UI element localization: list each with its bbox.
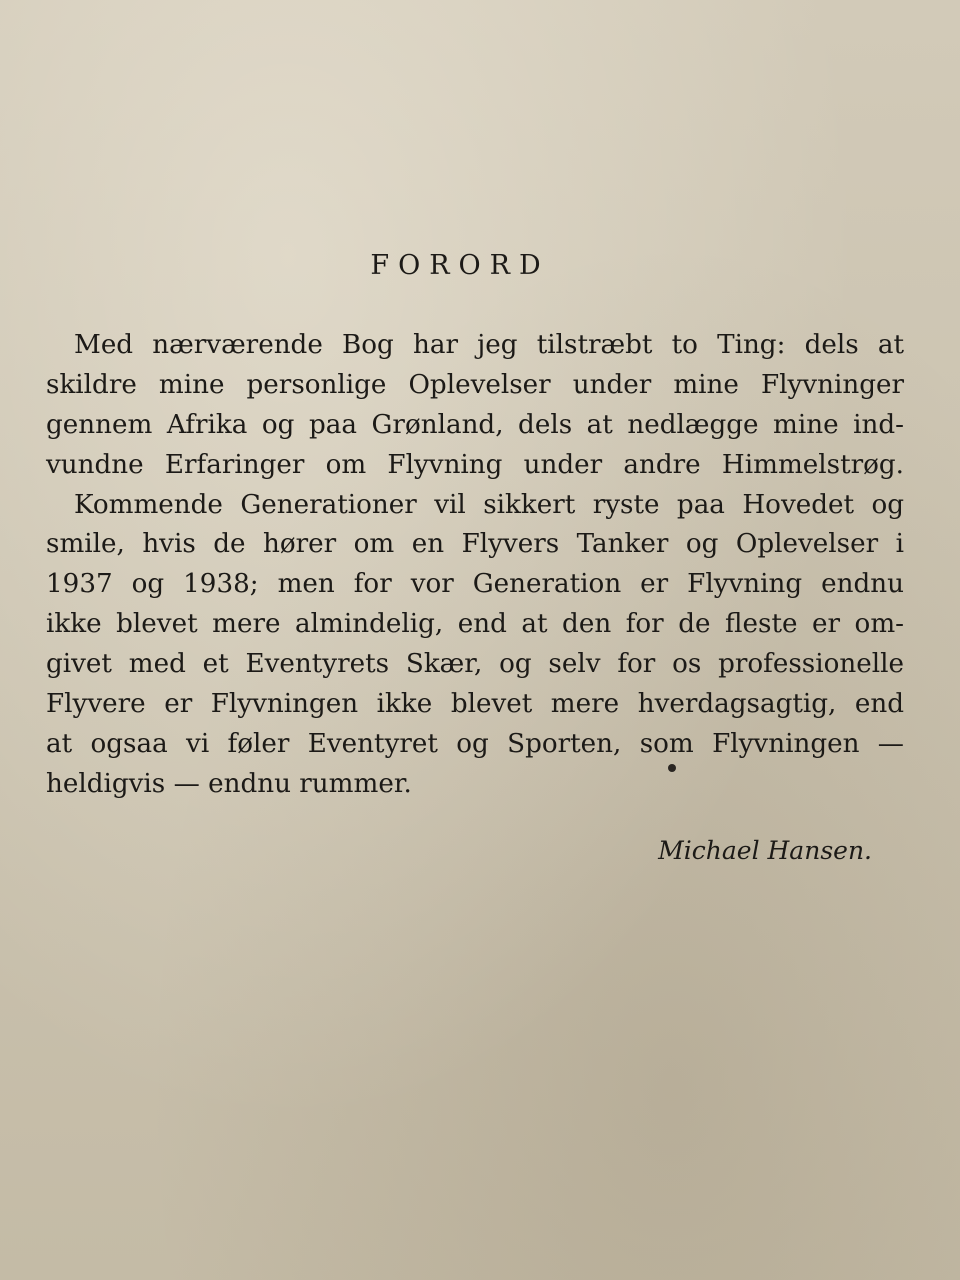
foreword-text xyxy=(46,326,904,805)
text-line: Kommende Generationer vil sikkert ryste paa Hovedet og xyxy=(74,489,904,520)
page-title: FORORD xyxy=(370,250,550,281)
text-line: at ogsaa vi føler Eventyret og Sporten, som Flyvningen — xyxy=(46,728,904,759)
author-signature: Michael Hansen. xyxy=(658,836,872,865)
text-line: heldigvis — endnu rummer. xyxy=(46,768,412,799)
text-line: givet med et Eventyrets Skær, og selv for os professionelle xyxy=(46,649,904,680)
text-line: Med nærværende Bog har jeg tilstræbt to Ting: dels at xyxy=(74,330,904,360)
text-line: vundne Erfaringer om Flyvning under andre Himmelstrøg. xyxy=(46,449,904,480)
text-line: ikke blevet mere almindelig, end at den for de fleste er om- xyxy=(46,609,904,640)
text-line: 1937 og 1938; men for vor Generation er Flyvning endnu xyxy=(46,569,904,600)
text-line: skildre mine personlige Oplevelser under mine Flyvninger xyxy=(46,369,904,400)
text-line: smile, hvis de hører om en Flyvers Tanker og Oplevelser i xyxy=(46,529,904,560)
text-line: Flyvere er Flyvningen ikke blevet mere hverdagsagtig, end xyxy=(46,689,904,720)
text-line: gennem Afrika og paa Grønland, dels at nedlægge mine ind- xyxy=(46,409,904,440)
ink-speck xyxy=(668,764,676,772)
